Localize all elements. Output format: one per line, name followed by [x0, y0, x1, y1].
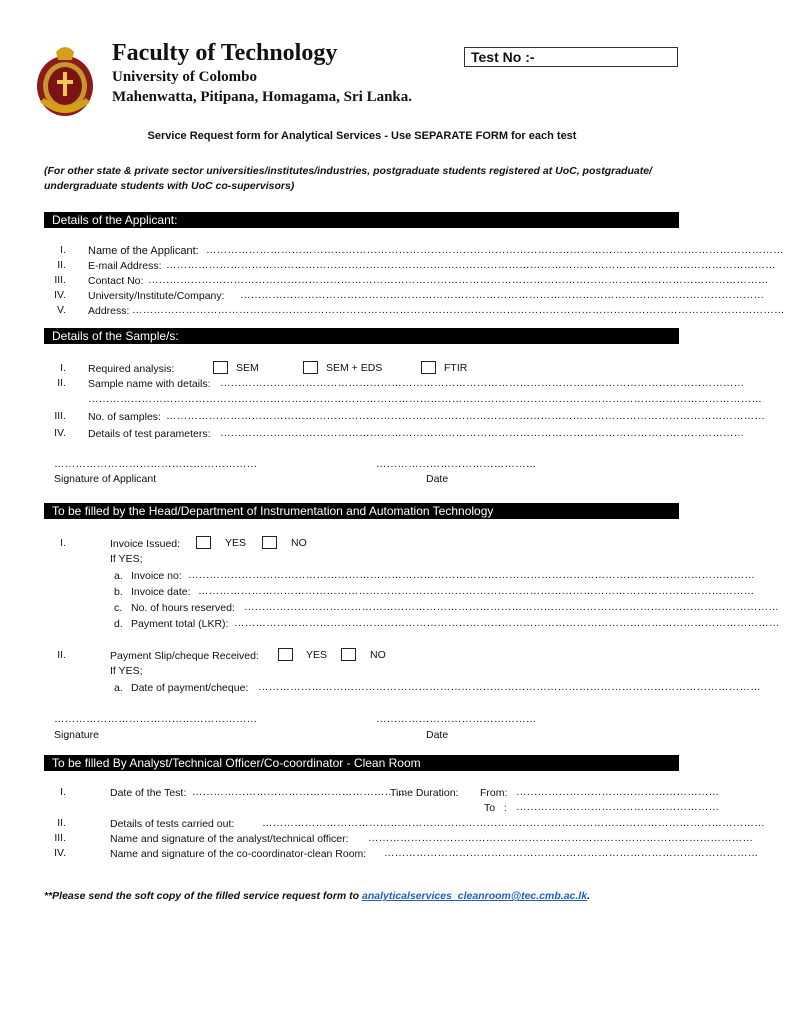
sem-eds-option-label: SEM + EDS [326, 362, 383, 374]
time-to-field[interactable]: ………………………………………………… [516, 801, 720, 813]
sample-name-field-line2[interactable]: ……………………………………………………………………………………………………………………………………………………………………… [88, 393, 763, 405]
invoice-no-field[interactable]: …………………………………………………………………………………………………………………………………………… [188, 569, 756, 581]
test-date-label: Date of the Test: [110, 787, 187, 799]
test-number-field[interactable]: Test No :- [464, 47, 678, 67]
sample-row-num: I. [60, 362, 66, 374]
invoice-item-letter: d. [114, 618, 123, 630]
eligibility-note: (For other state & private sector universities/institutes/industries, postgraduate students registered at UoC, postgraduate/ undergraduate students with UoC co-supervisors) [44, 165, 652, 192]
sample-section-heading: Details of the Sample/s: [44, 328, 679, 344]
payment-yes-checkbox[interactable] [278, 648, 293, 661]
hours-reserved-label: No. of hours reserved: [131, 602, 235, 614]
head-signature-label: Signature [54, 729, 99, 741]
sample-name-field[interactable]: ………………………………………………………………………………………………………………………………… [220, 377, 745, 389]
applicant-date-label: Date [426, 473, 449, 485]
invoice-yes-label: YES [225, 537, 247, 549]
test-date-field[interactable]: …………………………………………………… [192, 786, 406, 798]
sample-count-field[interactable]: …………………………………………………………………………………………………………………………………………………… [166, 410, 766, 422]
coordinator-name-signature-field[interactable]: …………………………………………………………………………………………… [384, 847, 759, 859]
sem-checkbox[interactable] [213, 361, 228, 374]
test-params-field[interactable]: ………………………………………………………………………………………………………………………………… [220, 427, 745, 439]
analyst-section-heading: To be filled By Analyst/Technical Officer/Co-coordinator - Clean Room [44, 755, 679, 771]
faculty-name: Faculty of Technology [112, 40, 338, 66]
applicant-row-num: II. [57, 259, 66, 271]
ftir-checkbox[interactable] [421, 361, 436, 374]
time-from-field[interactable]: ………………………………………………… [516, 786, 720, 798]
applicant-section-heading: Details of the Applicant: [44, 212, 679, 228]
invoice-no-label: NO [291, 537, 307, 549]
university-crest-logo [34, 42, 96, 120]
hours-reserved-field[interactable]: …………………………………………………………………………………………………………………………………… [244, 601, 779, 613]
sem-eds-checkbox[interactable] [303, 361, 318, 374]
submission-note [44, 890, 590, 902]
university-name: University of Colombo [112, 69, 257, 85]
time-to-label: To : [484, 802, 507, 814]
invoice-date-field[interactable]: ………………………………………………………………………………………………………………………………………… [198, 585, 755, 597]
applicant-name-label: Name of the Applicant: [88, 245, 199, 257]
payment-yes-label: YES [306, 649, 328, 661]
sem-option-label: SEM [236, 362, 259, 374]
applicant-signature-line[interactable]: ………………………………………………… [54, 458, 258, 470]
tests-carried-out-field[interactable]: …………………………………………………………………………………………………………………………… [262, 817, 765, 829]
ftir-option-label: FTIR [444, 362, 468, 374]
invoice-no-checkbox[interactable] [262, 536, 277, 549]
applicant-signature-label: Signature of Applicant [54, 473, 157, 485]
applicant-row-num: III. [54, 274, 66, 286]
email-link[interactable]: analyticalservices_cleanroom@tec.cmb.ac.lk [362, 890, 588, 902]
tests-carried-out-label: Details of tests carried out: [110, 818, 235, 830]
sample-name-label: Sample name with details: [88, 378, 211, 390]
analyst-row-num: III. [54, 832, 66, 844]
submission-note-end: . [587, 890, 590, 902]
sample-row-num: IV. [54, 427, 66, 439]
payment-total-field[interactable]: ……………………………………………………………………………………………………………………………………… [234, 617, 780, 629]
applicant-row-num: I. [60, 244, 66, 256]
applicant-row-num: V. [57, 304, 66, 316]
payment-total-label: Payment total (LKR): [131, 618, 229, 630]
faculty-address: Mahenwatta, Pitipana, Homagama, Sri Lanka. [112, 89, 413, 105]
payment-item-letter: a. [114, 682, 123, 694]
head-signature-line[interactable]: ………………………………………………… [54, 713, 258, 725]
analyst-row-num: II. [57, 817, 66, 829]
time-duration-label: Time Duration: [390, 787, 459, 799]
invoice-if-yes-label: If YES; [110, 553, 143, 565]
sample-row-num: II. [57, 377, 66, 389]
payment-date-field[interactable]: …………………………………………………………………………………………………………………………… [258, 681, 761, 693]
head-row-num: I. [60, 537, 66, 549]
applicant-row-num: IV. [54, 289, 66, 301]
payment-no-label: NO [370, 649, 386, 661]
applicant-name-field[interactable]: ……………………………………………………………………………………………………………………………………………… [206, 244, 784, 256]
head-row-num: II. [57, 649, 66, 661]
address-field[interactable]: ………………………………………………………………………………………………………………………………………………………………… [132, 304, 785, 316]
email-label: E-mail Address: [88, 260, 162, 272]
analyst-name-signature-label: Name and signature of the analyst/technical officer: [110, 833, 349, 845]
institution-field[interactable]: ………………………………………………………………………………………………………………………………… [240, 289, 765, 301]
invoice-no-label-text: Invoice no: [131, 570, 182, 582]
contact-field[interactable]: ………………………………………………………………………………………………………………………………………………………… [148, 274, 769, 286]
submission-note-text: **Please send the soft copy of the filled service request form to [44, 890, 360, 902]
invoice-item-letter: c. [114, 602, 123, 614]
analyst-name-signature-field[interactable]: ……………………………………………………………………………………………… [368, 832, 754, 844]
address-label: Address: [88, 305, 130, 317]
invoice-item-letter: b. [114, 586, 123, 598]
payment-if-yes-label: If YES; [110, 665, 143, 677]
form-title: Service Request form for Analytical Services - Use SEPARATE FORM for each test [147, 130, 577, 142]
required-analysis-label: Required analysis: [88, 363, 175, 375]
payment-no-checkbox[interactable] [341, 648, 356, 661]
head-section-heading: To be filled by the Head/Department of Instrumentation and Automation Technology [44, 503, 679, 519]
analyst-row-num: I. [60, 786, 66, 798]
applicant-date-line[interactable]: ……………………………………… [376, 458, 537, 470]
sample-row-num: III. [54, 410, 66, 422]
invoice-yes-checkbox[interactable] [196, 536, 211, 549]
institution-label: University/Institute/Company: [88, 290, 225, 302]
analyst-row-num: IV. [54, 847, 66, 859]
invoice-issued-label: Invoice Issued: [110, 538, 181, 550]
contact-label: Contact No: [88, 275, 144, 287]
test-params-label: Details of test parameters: [88, 428, 211, 440]
payment-slip-label: Payment Slip/cheque Received: [110, 650, 259, 662]
email-field[interactable]: ……………………………………………………………………………………………………………………………………………………… [166, 259, 776, 271]
invoice-date-label: Invoice date: [131, 586, 191, 598]
payment-date-label: Date of payment/cheque: [131, 682, 249, 694]
time-from-label: From: [480, 787, 508, 799]
head-date-label: Date [426, 729, 449, 741]
coordinator-name-signature-label: Name and signature of the co-coordinator-clean Room: [110, 848, 367, 860]
head-date-line[interactable]: ……………………………………… [376, 713, 537, 725]
sample-count-label: No. of samples: [88, 411, 161, 423]
invoice-item-letter: a. [114, 570, 123, 582]
